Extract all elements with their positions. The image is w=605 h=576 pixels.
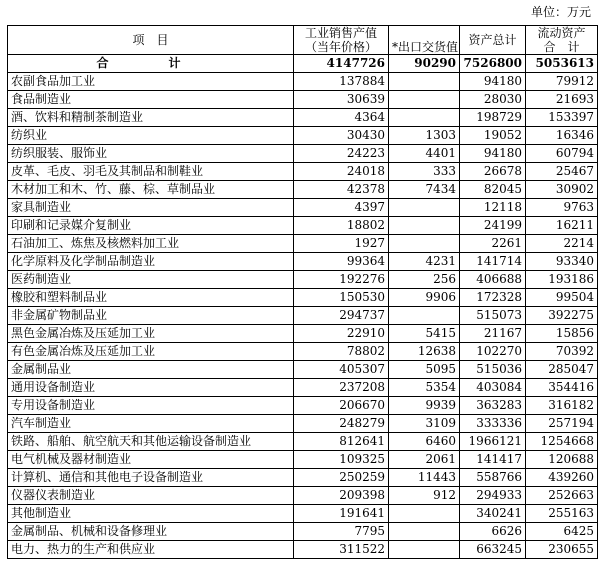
row-name: 其他制造业 xyxy=(8,505,294,523)
row-assets: 2261 xyxy=(460,235,526,253)
row-sales: 237208 xyxy=(294,379,389,397)
row-name: 橡胶和塑料制品业 xyxy=(8,289,294,307)
row-sales: 248279 xyxy=(294,415,389,433)
total-export: 90290 xyxy=(389,55,460,73)
row-sales: 24018 xyxy=(294,163,389,181)
row-export: 9906 xyxy=(389,289,460,307)
row-sales: 192276 xyxy=(294,271,389,289)
row-sales: 191641 xyxy=(294,505,389,523)
row-sales: 99364 xyxy=(294,253,389,271)
row-assets: 19052 xyxy=(460,127,526,145)
row-sales: 22910 xyxy=(294,325,389,343)
table-row xyxy=(8,541,598,559)
header-item-label: 项 目 xyxy=(132,33,169,47)
header-sales-value-line2: （当年价格） xyxy=(304,40,377,54)
row-name: 通用设备制造业 xyxy=(8,379,294,397)
row-export xyxy=(389,91,460,109)
row-export: 9939 xyxy=(389,397,460,415)
row-name: 汽车制造业 xyxy=(8,415,294,433)
row-assets: 26678 xyxy=(460,163,526,181)
industry-statistics-table xyxy=(7,25,598,559)
row-current-assets: 153397 xyxy=(526,109,598,127)
unit-label: 单位：万元 xyxy=(530,5,591,19)
header-current-assets xyxy=(526,26,598,55)
row-export: 1303 xyxy=(389,127,460,145)
row-name: 农副食品加工业 xyxy=(8,73,294,91)
header-total-assets xyxy=(460,26,526,55)
row-name: 有色金属冶炼及压延加工业 xyxy=(8,343,294,361)
table-row xyxy=(8,181,598,199)
row-name: 酒、饮料和精制茶制造业 xyxy=(8,109,294,127)
row-sales: 294737 xyxy=(294,307,389,325)
row-name: 家具制造业 xyxy=(8,199,294,217)
row-assets: 333336 xyxy=(460,415,526,433)
table-row xyxy=(8,523,598,541)
total-assets: 7526800 xyxy=(460,55,526,73)
table-row xyxy=(8,379,598,397)
row-name: 皮革、毛皮、羽毛及其制品和制鞋业 xyxy=(8,163,294,181)
table-row xyxy=(8,127,598,145)
row-name: 医药制造业 xyxy=(8,271,294,289)
row-sales: 150530 xyxy=(294,289,389,307)
header-total-assets-label: 资产总计 xyxy=(468,33,517,47)
row-sales: 24223 xyxy=(294,145,389,163)
table-row xyxy=(8,217,598,235)
row-sales: 1927 xyxy=(294,235,389,253)
row-export xyxy=(389,235,460,253)
table-row xyxy=(8,487,598,505)
row-assets: 28030 xyxy=(460,91,526,109)
row-current-assets: 316182 xyxy=(526,397,598,415)
row-name: 专用设备制造业 xyxy=(8,397,294,415)
row-current-assets: 257194 xyxy=(526,415,598,433)
total-row xyxy=(8,55,598,73)
total-name: 合 计 xyxy=(8,55,294,73)
header-sales-value xyxy=(294,26,389,55)
row-assets: 340241 xyxy=(460,505,526,523)
row-current-assets: 439260 xyxy=(526,469,598,487)
row-name: 化学原料及化学制品制造业 xyxy=(8,253,294,271)
row-assets: 94180 xyxy=(460,145,526,163)
row-current-assets: 30902 xyxy=(526,181,598,199)
header-sales-value-line1: 工业销售产值 xyxy=(304,26,377,40)
table-row xyxy=(8,469,598,487)
row-sales: 18802 xyxy=(294,217,389,235)
row-name: 纺织业 xyxy=(8,127,294,145)
table-row xyxy=(8,91,598,109)
row-sales: 250259 xyxy=(294,469,389,487)
row-assets: 558766 xyxy=(460,469,526,487)
row-name: 电气机械及器材制造业 xyxy=(8,451,294,469)
row-current-assets: 120688 xyxy=(526,451,598,469)
row-export: 912 xyxy=(389,487,460,505)
row-export: 5354 xyxy=(389,379,460,397)
table-row xyxy=(8,307,598,325)
row-sales: 78802 xyxy=(294,343,389,361)
row-current-assets: 230655 xyxy=(526,541,598,559)
table-row xyxy=(8,271,598,289)
table-row xyxy=(8,199,598,217)
table-row xyxy=(8,163,598,181)
row-export: 7434 xyxy=(389,181,460,199)
row-sales: 4397 xyxy=(294,199,389,217)
row-export xyxy=(389,217,460,235)
row-current-assets: 16346 xyxy=(526,127,598,145)
table-row xyxy=(8,145,598,163)
row-name: 食品制造业 xyxy=(8,91,294,109)
row-name: 纺织服装、服饰业 xyxy=(8,145,294,163)
row-assets: 102270 xyxy=(460,343,526,361)
table-row xyxy=(8,109,598,127)
row-name: 印刷和记录媒介复制业 xyxy=(8,217,294,235)
table-row xyxy=(8,325,598,343)
total-sales: 4147726 xyxy=(294,55,389,73)
row-export: 5415 xyxy=(389,325,460,343)
table-row xyxy=(8,451,598,469)
table-row xyxy=(8,505,598,523)
row-sales: 4364 xyxy=(294,109,389,127)
row-current-assets: 1254668 xyxy=(526,433,598,451)
row-sales: 42378 xyxy=(294,181,389,199)
row-export xyxy=(389,109,460,127)
row-assets: 6626 xyxy=(460,523,526,541)
row-current-assets: 392275 xyxy=(526,307,598,325)
row-name: 石油加工、炼焦及核燃料加工业 xyxy=(8,235,294,253)
row-current-assets: 255163 xyxy=(526,505,598,523)
row-current-assets: 60794 xyxy=(526,145,598,163)
row-name: 铁路、船舶、航空航天和其他运输设备制造业 xyxy=(8,433,294,451)
table-row xyxy=(8,397,598,415)
row-current-assets: 15856 xyxy=(526,325,598,343)
row-assets: 94180 xyxy=(460,73,526,91)
row-current-assets: 285047 xyxy=(526,361,598,379)
row-assets: 1966121 xyxy=(460,433,526,451)
row-export xyxy=(389,307,460,325)
row-assets: 24199 xyxy=(460,217,526,235)
row-assets: 172328 xyxy=(460,289,526,307)
row-export: 5095 xyxy=(389,361,460,379)
table-row xyxy=(8,253,598,271)
row-current-assets: 70392 xyxy=(526,343,598,361)
row-current-assets: 79912 xyxy=(526,73,598,91)
row-assets: 363283 xyxy=(460,397,526,415)
row-name: 仪器仪表制造业 xyxy=(8,487,294,505)
row-export: 6460 xyxy=(389,433,460,451)
row-current-assets: 25467 xyxy=(526,163,598,181)
row-sales: 109325 xyxy=(294,451,389,469)
row-sales: 206670 xyxy=(294,397,389,415)
table-row xyxy=(8,343,598,361)
row-sales: 30430 xyxy=(294,127,389,145)
row-current-assets: 354416 xyxy=(526,379,598,397)
row-sales: 405307 xyxy=(294,361,389,379)
row-export: 256 xyxy=(389,271,460,289)
row-export xyxy=(389,505,460,523)
row-current-assets: 9763 xyxy=(526,199,598,217)
row-export: 4401 xyxy=(389,145,460,163)
row-export: 12638 xyxy=(389,343,460,361)
row-assets: 82045 xyxy=(460,181,526,199)
row-sales: 812641 xyxy=(294,433,389,451)
table-row xyxy=(8,361,598,379)
header-export-value xyxy=(389,26,460,55)
row-assets: 198729 xyxy=(460,109,526,127)
row-current-assets: 252663 xyxy=(526,487,598,505)
row-name: 金属制品、机械和设备修理业 xyxy=(8,523,294,541)
row-assets: 294933 xyxy=(460,487,526,505)
row-assets: 21167 xyxy=(460,325,526,343)
row-name: 木材加工和木、竹、藤、棕、草制品业 xyxy=(8,181,294,199)
row-current-assets: 2214 xyxy=(526,235,598,253)
row-name: 计算机、通信和其他电子设备制造业 xyxy=(8,469,294,487)
row-name: 黑色金属冶炼及压延加工业 xyxy=(8,325,294,343)
row-assets: 403084 xyxy=(460,379,526,397)
row-export xyxy=(389,523,460,541)
table-row xyxy=(8,433,598,451)
header-current-assets-line2: 合 计 xyxy=(543,40,580,54)
row-export: 4231 xyxy=(389,253,460,271)
row-current-assets: 16211 xyxy=(526,217,598,235)
row-assets: 12118 xyxy=(460,199,526,217)
row-assets: 406688 xyxy=(460,271,526,289)
row-sales: 137884 xyxy=(294,73,389,91)
row-assets: 663245 xyxy=(460,541,526,559)
row-assets: 141417 xyxy=(460,451,526,469)
header-current-assets-line1: 流动资产 xyxy=(537,26,586,40)
row-export: 2061 xyxy=(389,451,460,469)
row-name: 电力、热力的生产和供应业 xyxy=(8,541,294,559)
row-current-assets: 193186 xyxy=(526,271,598,289)
row-current-assets: 99504 xyxy=(526,289,598,307)
row-assets: 515036 xyxy=(460,361,526,379)
table-row xyxy=(8,73,598,91)
table-row xyxy=(8,415,598,433)
row-export xyxy=(389,73,460,91)
row-export xyxy=(389,199,460,217)
row-export: 333 xyxy=(389,163,460,181)
table-row xyxy=(8,289,598,307)
row-export: 3109 xyxy=(389,415,460,433)
row-current-assets: 93340 xyxy=(526,253,598,271)
row-current-assets: 21693 xyxy=(526,91,598,109)
header-export-value-label: *出口交货值 xyxy=(392,40,459,54)
row-current-assets: 6425 xyxy=(526,523,598,541)
table-row xyxy=(8,235,598,253)
row-sales: 30639 xyxy=(294,91,389,109)
row-sales: 7795 xyxy=(294,523,389,541)
row-name: 非金属矿物制品业 xyxy=(8,307,294,325)
row-export xyxy=(389,541,460,559)
row-name: 金属制品业 xyxy=(8,361,294,379)
row-assets: 141714 xyxy=(460,253,526,271)
header-item xyxy=(8,26,294,55)
row-sales: 311522 xyxy=(294,541,389,559)
total-current-assets: 5053613 xyxy=(526,55,598,73)
row-sales: 209398 xyxy=(294,487,389,505)
row-export: 11443 xyxy=(389,469,460,487)
row-assets: 515073 xyxy=(460,307,526,325)
